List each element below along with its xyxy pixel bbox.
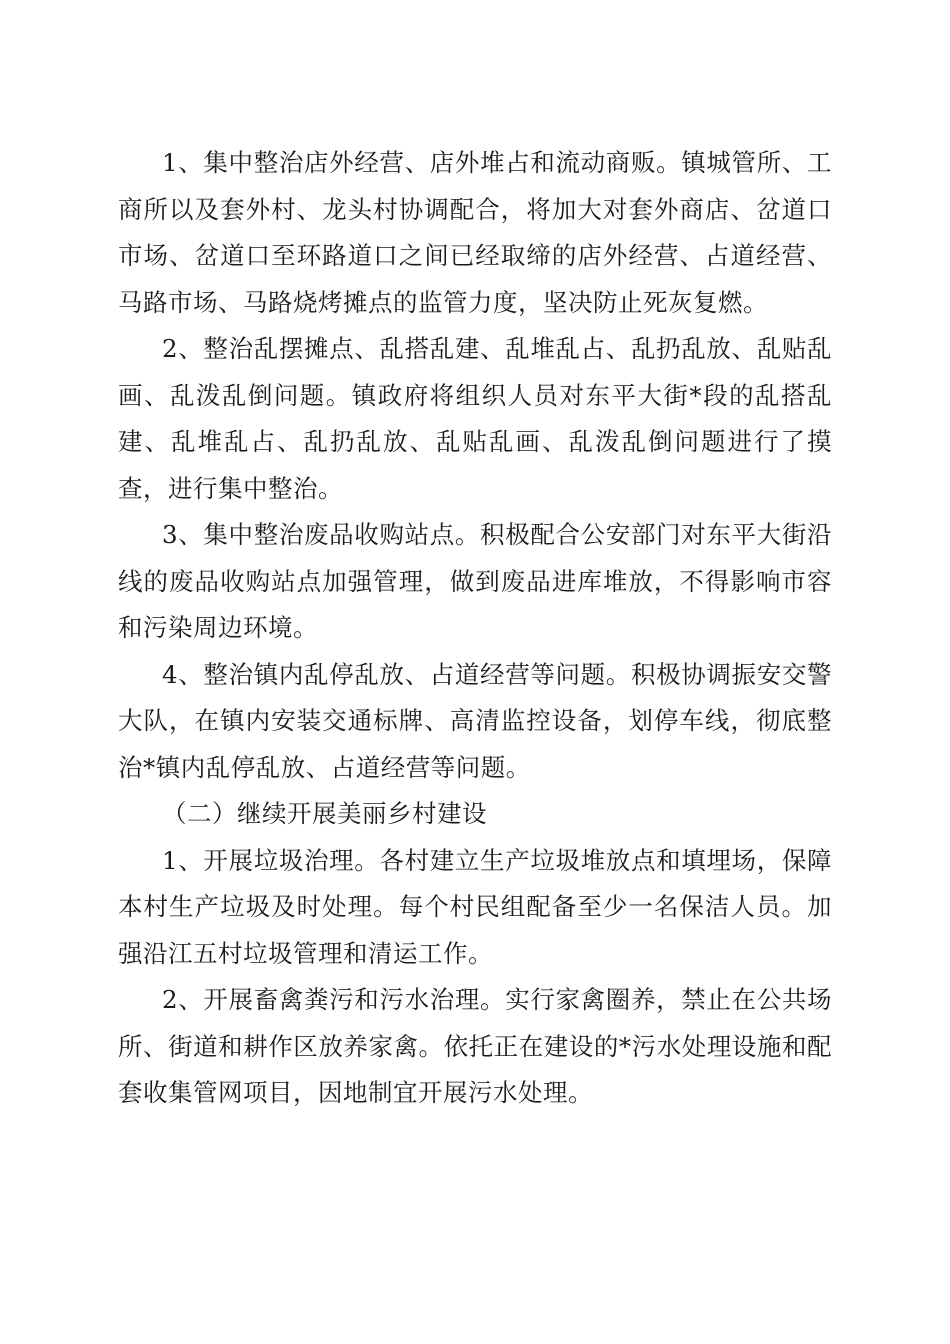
- section-heading: （二）继续开展美丽乡村建设: [162, 799, 487, 828]
- paragraph-1: 1、集中整治店外经营、店外堆占和流动商贩。镇城管所、工商所以及套外村、龙头村协调配合，将加大对套外商店、岔道口市场、岔道口至环路道口之间已经取缔的店外经营、占道经营、马路市场、马路烧烤摊点的监管力度，坚决防止死灰复燃。: [118, 148, 832, 317]
- section-paragraph-1: 1、开展垃圾治理。各村建立生产垃圾堆放点和填埋场，保障本村生产垃圾及时处理。每个村民组配备至少一名保洁人员。加强沿江五村垃圾管理和清运工作。: [118, 845, 832, 968]
- paragraph-4: 4、整治镇内乱停乱放、占道经营等问题。积极协调振安交警大队，在镇内安装交通标牌、高清监控设备，划停车线，彻底整治*镇内乱停乱放、占道经营等问题。: [118, 659, 832, 782]
- paragraph-3: 3、集中整治废品收购站点。积极配合公安部门对东平大街沿线的废品收购站点加强管理，做到废品进库堆放，不得影响市容和污染周边环境。: [118, 520, 832, 642]
- document-body: [118, 140, 832, 1117]
- section-paragraph-2: 2、开展畜禽粪污和污水治理。实行家禽圈养，禁止在公共场所、街道和耕作区放养家禽。依托正在建设的*污水处理设施和配套收集管网项目，因地制宜开展污水处理。: [118, 985, 832, 1107]
- paragraph-2: 2、整治乱摆摊点、乱搭乱建、乱堆乱占、乱扔乱放、乱贴乱画、乱泼乱倒问题。镇政府将组织人员对东平大街*段的乱搭乱建、乱堆乱占、乱扔乱放、乱贴乱画、乱泼乱倒问题进行了摸查，进行集中整治。: [118, 334, 832, 503]
